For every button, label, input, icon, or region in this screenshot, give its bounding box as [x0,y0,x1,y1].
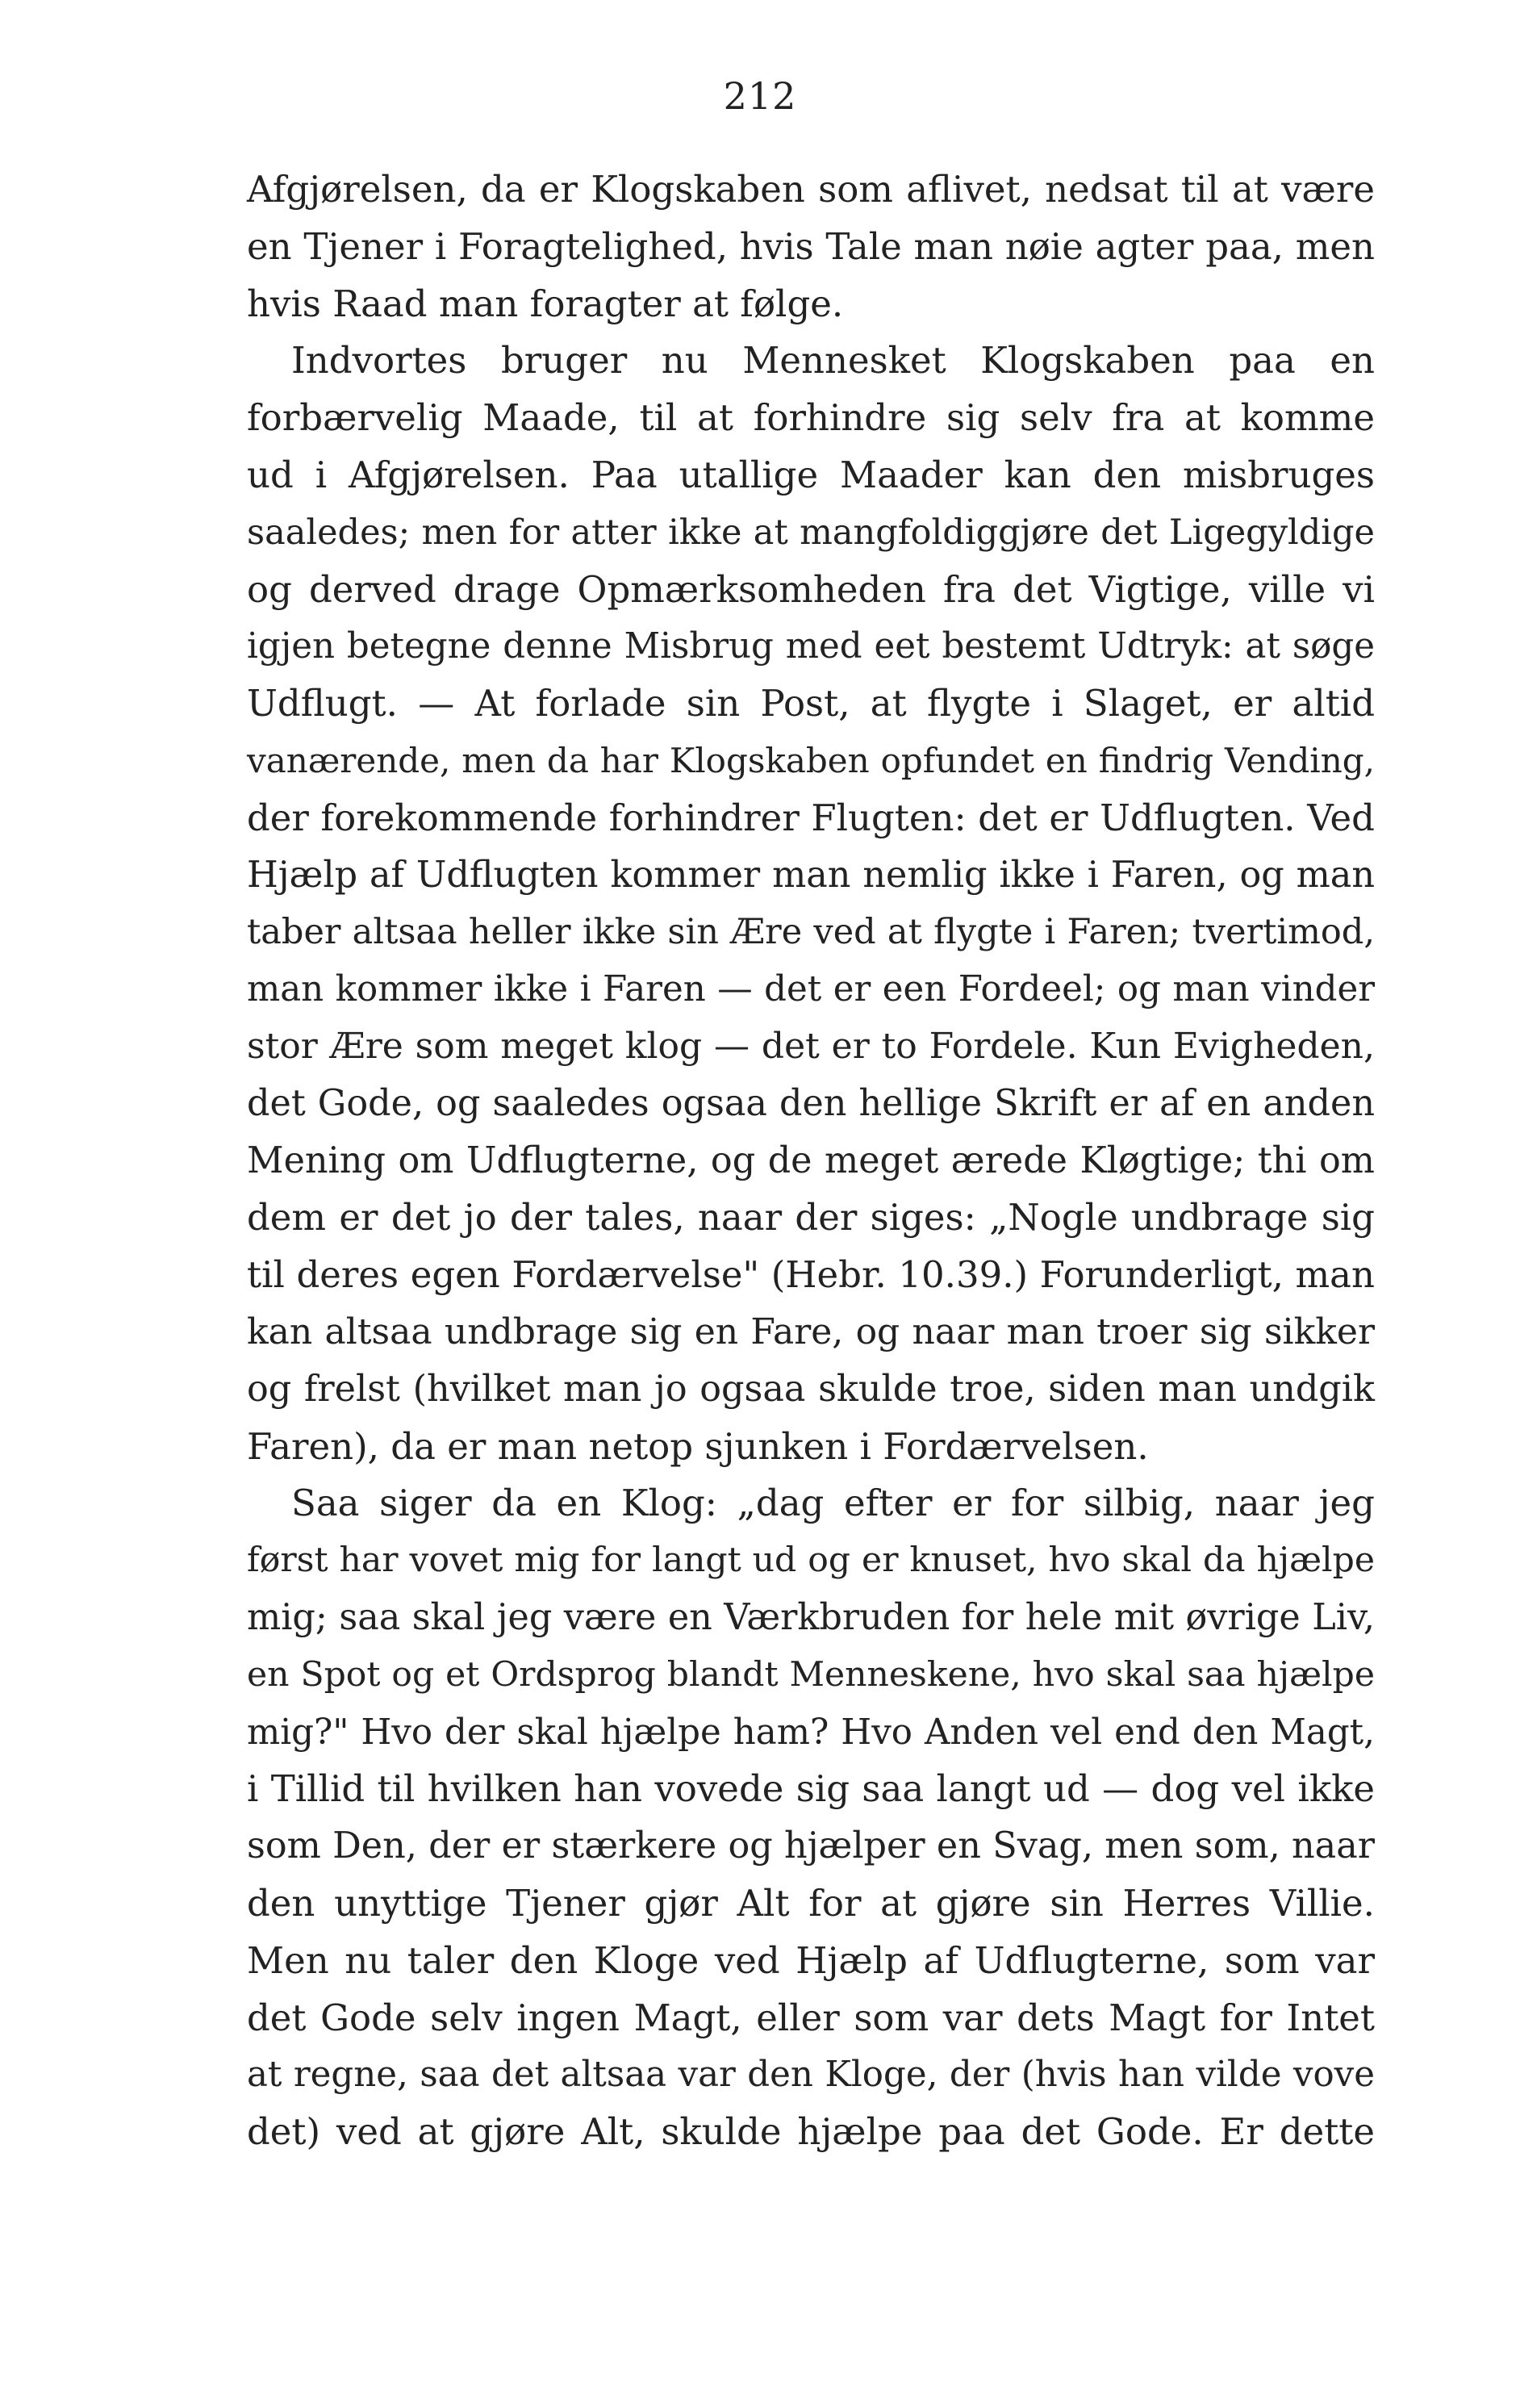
text-line: ud i Afgjørelsen. Paa utallige Maader kan den misbruges [247,453,1375,496]
text-line: Udflugt. — At forlade sin Post, at flygte i Slaget, er altid [247,682,1375,725]
text-line: taber altsaa heller ikke sin Ære ved at flygte i Faren; tvertimod, [247,912,1375,953]
body-text [247,161,1375,2161]
text-line: hvis Raad man foragter at følge. [247,282,844,325]
text-line: til deres egen Fordærvelse" (Hebr. 10.39.) Forunderligt, man [247,1253,1375,1297]
text-line: igjen betegne denne Misbrug med eet bestemt Udtryk: at søge [247,626,1375,667]
text-line: Men nu taler den Kloge ved Hjælp af Udflugterne, som var [247,1938,1375,1982]
text-line: Mening om Udflugterne, og de meget ærede Kløgtige; thi om [247,1139,1375,1181]
text-line: mig?" Hvo der skal hjælpe ham? Hvo Anden vel end den Magt, [247,1712,1375,1753]
text-line: først har vovet mig for langt ud og er knuset, hvo skal da hjælpe [247,1541,1375,1581]
text-line: og derved drage Opmærksomheden fra det Vigtige, ville vi [247,567,1375,611]
paragraph-start-line: Saa siger da en Klog: „dag efter er for silbig, naar jeg [291,1482,1375,1525]
text-line: mig; saa skal jeg være en Værkbruden for hele mit øvrige Liv, [247,1596,1375,1638]
paragraph-start-line: Indvortes bruger nu Mennesket Klogskaben paa en [291,339,1375,383]
text-line: det Gode selv ingen Magt, eller som var dets Magt for Intet [247,1996,1375,2039]
text-line: stor Ære som meget klog — det er to Fordele. Kun Evigheden, [247,1025,1375,1067]
text-line: forbærvelig Maade, til at forhindre sig selv fra at komme [247,396,1375,440]
text-line: saaledes; men for atter ikke at mangfoldiggjøre det Ligegyldige [247,512,1375,553]
text-line: det Gode, og saaledes ogsaa den hellige Skrift er af en anden [247,1082,1375,1124]
text-line: kan altsaa undbrage sig en Fare, og naar man troer sig sikker [247,1311,1375,1352]
text-line: man kommer ikke i Faren — det er een Fordeel; og man vinder [247,969,1375,1010]
text-line: Hjælp af Udflugten kommer man nemlig ikke i Faren, og man [247,854,1375,896]
text-line: vanærende, men da har Klogskaben opfundet en findrig Vending, [247,740,1375,780]
text-line: som Den, der er stærkere og hjælper en Svag, men som, naar [247,1825,1375,1867]
text-line: i Tillid til hvilken han vovede sig saa langt ud — dog vel ikke [247,1767,1375,1811]
text-line: Afgjørelsen, da er Klogskaben som aflivet, nedsat til at være [247,168,1375,211]
page-number: 212 [723,74,797,118]
text-line: den unyttige Tjener gjør Alt for at gjøre sin Herres Villie. [247,1881,1375,1925]
text-line: der forekommende forhindrer Flugten: det er Udflugten. Ved [247,796,1375,839]
text-line: dem er det jo der tales, naar der siges: „Nogle undbrage sig [247,1196,1375,1240]
text-line: en Spot og et Ordsprog blandt Menneskene, hvo skal saa hjælpe [247,1654,1375,1695]
text-line: Faren), da er man netop sjunken i Fordærvelsen. [247,1424,1149,1468]
text-line: at regne, saa det altsaa var den Kloge, der (hvis han vilde vove [247,2055,1375,2096]
text-line: det) ved at gjøre Alt, skulde hjælpe paa det Gode. Er dette [247,2110,1375,2154]
text-line: og frelst (hvilket man jo ogsaa skulde troe, siden man undgik [247,1368,1375,1410]
text-line: en Tjener i Foragtelighed, hvis Tale man nøie agter paa, men [247,224,1375,268]
